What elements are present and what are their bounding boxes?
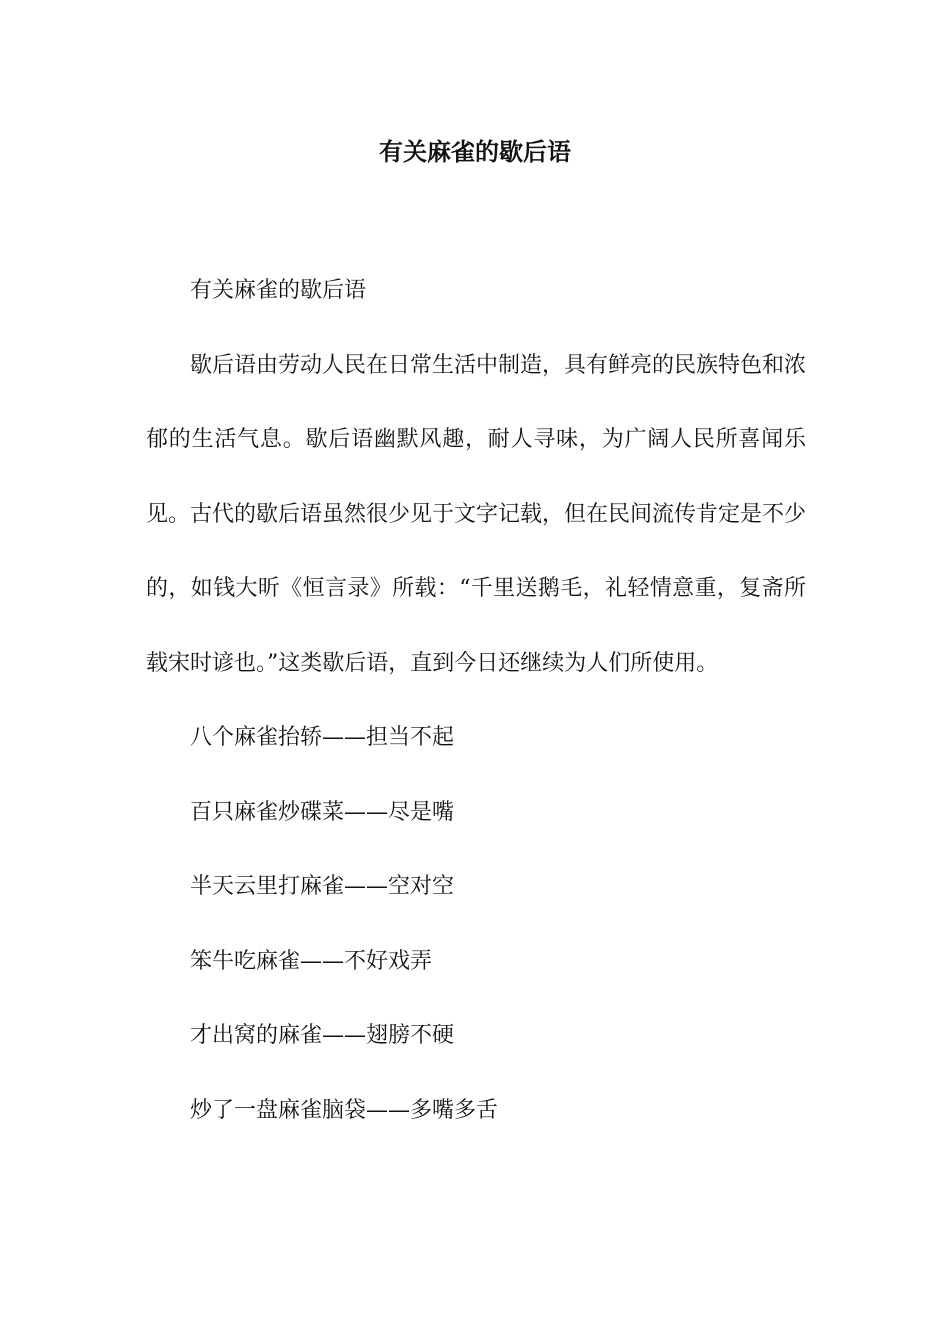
saying-item: 才出窝的麻雀——翅膀不硬 xyxy=(190,1023,455,1048)
subtitle-paragraph: 有关麻雀的歇后语 xyxy=(190,278,367,303)
intro-paragraph: 歇后语由劳动人民在日常生活中制造，具有鲜亮的民族特色和浓郁的生活气息。歇后语幽默风趣，耐人寻味，为广阔人民所喜闻乐见。古代的歇后语虽然很少见于文字记载，但在民间流传肯定是不少的，如钱大昕《恒言录》所载：“千里送鹅毛，礼轻情意重，复斋所载宋时谚也。”这类歇后语，直到今日还继续为人们所使用。 xyxy=(146,352,807,676)
saying-item: 笨牛吃麻雀——不好戏弄 xyxy=(190,948,433,974)
saying-item: 八个麻雀抬轿——担当不起 xyxy=(190,725,455,750)
document-title: 有关麻雀的歇后语 xyxy=(379,137,571,166)
saying-item: 半天云里打麻雀——空对空 xyxy=(190,874,455,899)
saying-item: 百只麻雀炒碟菜——尽是嘴 xyxy=(190,799,455,825)
document-body xyxy=(146,254,806,1148)
saying-item: 炒了一盘麻雀脑袋——多嘴多舌 xyxy=(190,1097,499,1123)
